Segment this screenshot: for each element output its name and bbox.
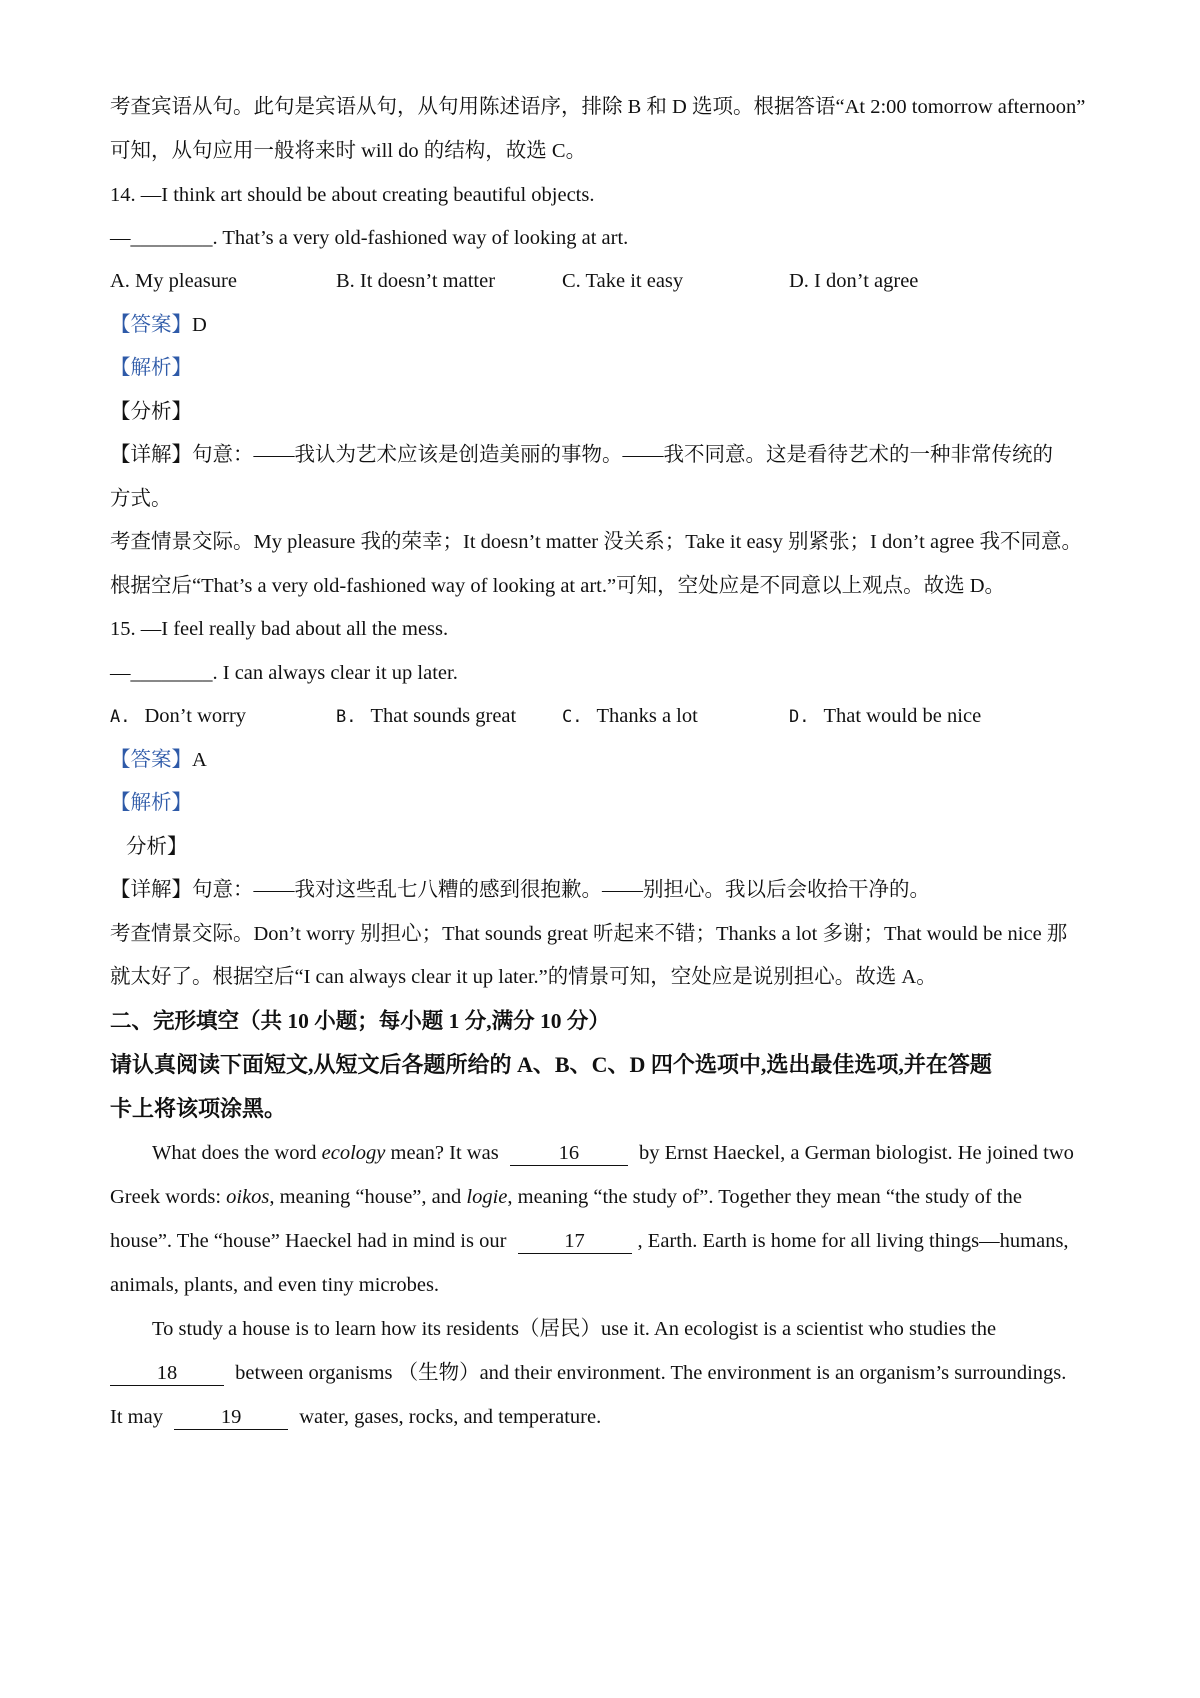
q14-answer-tag: 【答案】	[110, 314, 192, 336]
q15-answer-value: A	[192, 749, 207, 771]
section-2-instruction-line-1: 请认真阅读下面短文,从短文后各题所给的 A、B、C、D 四个选项中,选出最佳选项,并在答题	[110, 1052, 992, 1077]
q14-detail-line-4: 根据空后“That’s a very old-fashioned way of looking at art.”可知，空处应是不同意以上观点。故选 D。	[110, 575, 1006, 597]
passage-text: house”. The “house” Haeckel had in mind is our	[110, 1230, 512, 1252]
passage-text: , Earth. Earth is home for all living things—humans,	[637, 1230, 1069, 1252]
passage-line-6	[110, 1358, 1110, 1388]
passage-italic-word: oikos	[226, 1186, 270, 1208]
section-2-title: 二、完形填空（共 10 小题；每小题 1 分,满分 10 分）	[110, 1009, 610, 1033]
q14-answer-line	[110, 310, 1110, 340]
q14-detail-line-3: 考查情景交际。My pleasure 我的荣幸；It doesn’t matter 没关系；Take it easy 别紧张；I don’t agree 我不同意。	[110, 531, 1082, 553]
passage-text: mean? It was	[385, 1142, 504, 1164]
blank-19[interactable]: 19	[174, 1405, 288, 1430]
passage-line-5: To study a house is to learn how its residents（居民）use it. An ecologist is a scientist who studies the	[152, 1318, 997, 1340]
q15-option-b-letter: B.	[336, 707, 357, 727]
q15-fenxi-tag: 分析】	[126, 836, 188, 858]
q15-detail-line-3: 就太好了。根据空后“I can always clear it up later.”的情景可知，空处应是说别担心。故选 A。	[110, 966, 937, 988]
passage-line-4: animals, plants, and even tiny microbes.	[110, 1274, 440, 1296]
q14-fenxi-tag: 【分析】	[110, 401, 192, 423]
q14-option-b: B. It doesn’t matter	[336, 270, 496, 292]
passage-line-2	[110, 1182, 1110, 1212]
passage-text: , meaning “house”, and	[269, 1186, 467, 1208]
q14-answer-value: D	[192, 314, 207, 336]
q15-detail-line-2: 考查情景交际。Don’t worry 别担心；That sounds great 听起来不错；Thanks a lot 多谢；That would be nice 那	[110, 923, 1068, 945]
blank-17[interactable]: 17	[518, 1229, 632, 1254]
passage-text: Greek words:	[110, 1186, 227, 1208]
q14-detail-line-1: 【详解】句意：——我认为艺术应该是创造美丽的事物。——我不同意。这是看待艺术的一种非常传统的	[110, 444, 1053, 466]
q15-option-a-text: Don’t worry	[144, 705, 247, 727]
passage-line-7	[110, 1402, 1110, 1432]
q15-options	[110, 701, 1110, 731]
q14-stem-line-2: —________. That’s a very old-fashioned way of looking at art.	[110, 227, 629, 249]
blank-18[interactable]: 18	[110, 1361, 224, 1386]
q14-jiexi-tag: 【解析】	[110, 357, 192, 379]
q15-answer-tag: 【答案】	[110, 749, 192, 771]
passage-text: , meaning “the study of”. Together they mean “the study of the	[507, 1186, 1022, 1208]
q14-options	[110, 266, 1110, 296]
analysis-text-line-2: 可知，从句应用一般将来时 will do 的结构，故选 C。	[110, 140, 587, 162]
analysis-text-line-1: 考查宾语从句。此句是宾语从句，从句用陈述语序，排除 B 和 D 选项。根据答语“At 2:00 tomorrow afternoon”	[110, 96, 1086, 118]
passage-text: by Ernst Haeckel, a German biologist. He joined two	[633, 1142, 1074, 1164]
q15-option-b-text: That sounds great	[370, 705, 517, 727]
passage-italic-word: logie	[466, 1186, 508, 1208]
passage-italic-word: ecology	[321, 1142, 386, 1164]
q15-detail-line-1: 【详解】句意：——我对这些乱七八糟的感到很抱歉。——别担心。我以后会收拾干净的。	[110, 879, 930, 901]
q15-option-a-letter: A.	[110, 707, 131, 727]
q15-option-a	[110, 701, 246, 732]
q15-option-c-text: Thanks a lot	[596, 705, 698, 727]
passage-text: What does the word	[152, 1142, 322, 1164]
passage-line-3	[110, 1226, 1110, 1256]
q15-option-d	[789, 701, 981, 732]
q14-option-a: A. My pleasure	[110, 270, 237, 292]
passage-text: between organisms （生物）and their environment. The environment is an organism’s surroundings.	[230, 1362, 1067, 1384]
passage-line-1	[152, 1138, 1112, 1168]
q15-stem-line-1: 15. —I feel really bad about all the mess.	[110, 618, 449, 640]
passage-text: It may	[110, 1406, 169, 1428]
q15-answer-line	[110, 745, 1110, 775]
q15-option-c-letter: C.	[562, 707, 583, 727]
q15-stem-line-2: —________. I can always clear it up later.	[110, 662, 458, 684]
q15-option-d-letter: D.	[789, 707, 810, 727]
q14-stem-line-1: 14. —I think art should be about creating beautiful objects.	[110, 184, 595, 206]
passage-text: water, gases, rocks, and temperature.	[294, 1406, 602, 1428]
q15-option-b	[336, 701, 516, 732]
q14-option-c: C. Take it easy	[562, 270, 684, 292]
blank-16[interactable]: 16	[510, 1141, 628, 1166]
q14-detail-line-2: 方式。	[110, 488, 172, 510]
section-2-instruction-line-2: 卡上将该项涂黑。	[110, 1096, 287, 1121]
q15-jiexi-tag: 【解析】	[110, 792, 192, 814]
q15-option-c	[562, 701, 698, 732]
q14-option-d: D. I don’t agree	[789, 270, 919, 292]
q15-option-d-text: That would be nice	[823, 705, 982, 727]
